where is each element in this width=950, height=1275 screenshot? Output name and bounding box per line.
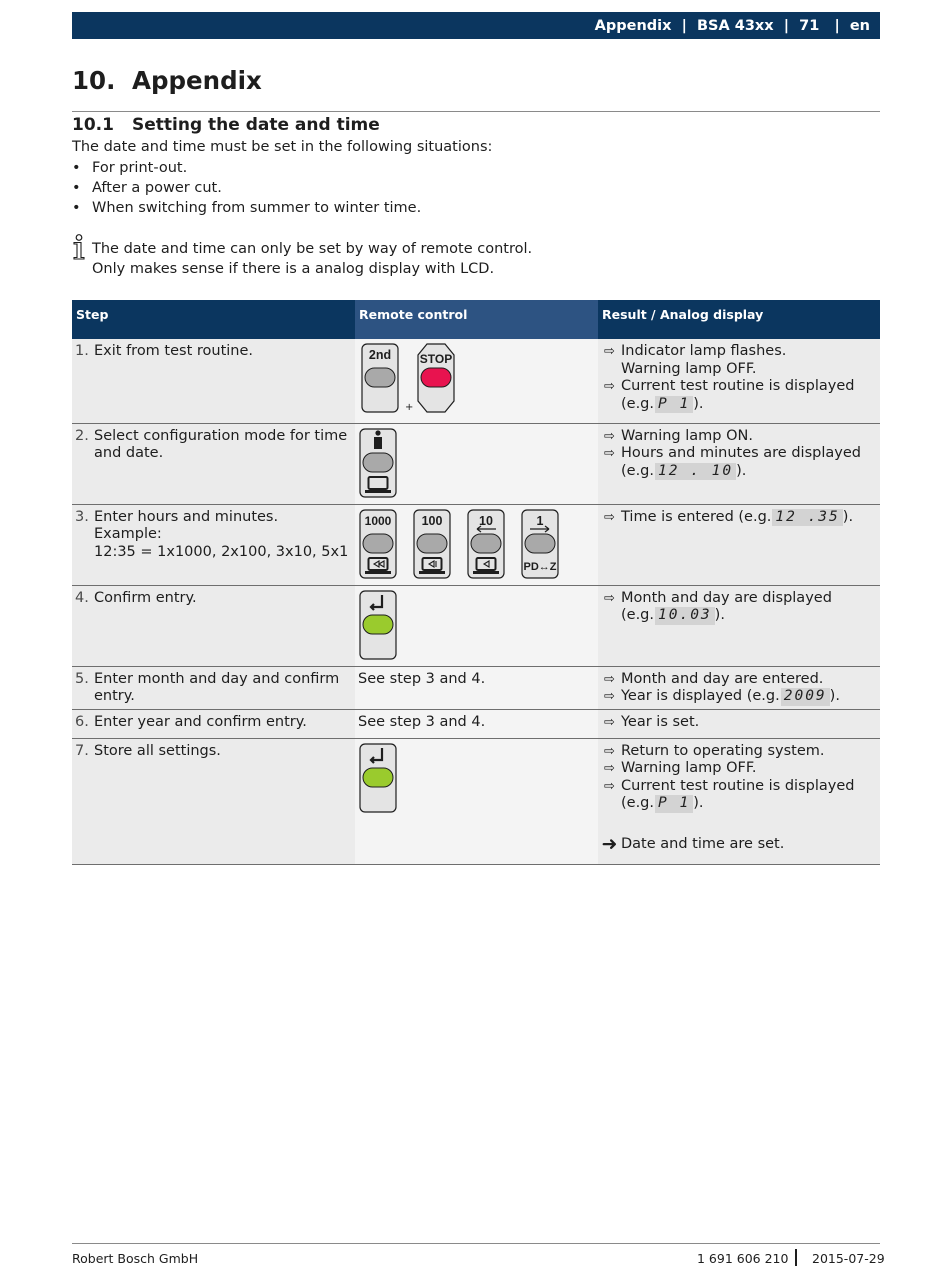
- result-text-suffix: ).: [693, 795, 704, 811]
- remote-button-key: [417, 534, 447, 553]
- result-line: [598, 607, 880, 625]
- footer-date: 2015-07-29: [812, 1251, 885, 1266]
- result-cell: [598, 709, 880, 738]
- step-cell: [72, 666, 355, 709]
- lcd-display-value: P 1: [655, 396, 693, 414]
- result-line: [598, 778, 880, 796]
- step-number: 5.: [75, 670, 89, 687]
- step-cell: [72, 585, 355, 666]
- remote-button-key: [363, 534, 393, 553]
- step-line: Example:: [94, 526, 162, 542]
- result-line: [598, 760, 880, 778]
- section-title: [72, 115, 380, 135]
- remote-button-10[interactable]: [467, 509, 505, 579]
- result-bullet-arrow-icon: ⇨: [604, 590, 615, 606]
- result-line: [598, 428, 880, 446]
- step-line: Enter year and confirm entry.: [94, 713, 307, 730]
- result-text: Year is set.: [621, 713, 700, 730]
- table-row: [72, 666, 880, 709]
- result-arrow-icon: ➜: [601, 832, 618, 855]
- remote-reference-text: See step 3 and 4.: [358, 713, 486, 730]
- remote-button-person-monitor[interactable]: [359, 428, 397, 498]
- result-cell: [598, 504, 880, 585]
- result-line: [598, 463, 880, 481]
- footer-rule: [72, 1243, 880, 1244]
- result-bullet-arrow-icon: ⇨: [604, 671, 615, 687]
- table-row: [72, 504, 880, 585]
- step-number: 7.: [75, 742, 89, 759]
- remote-reference-text: See step 3 and 4.: [358, 670, 486, 687]
- result-bullet-arrow-icon: ⇨: [604, 714, 615, 730]
- step-cell: [72, 339, 355, 423]
- remote-control-cell: [355, 666, 598, 709]
- section-title-text: Setting the date and time: [132, 115, 380, 135]
- step-number: 2.: [75, 427, 89, 444]
- result-text: [621, 607, 725, 625]
- result-text: [621, 463, 746, 481]
- result-line: [598, 445, 880, 463]
- header-step: Step: [72, 300, 355, 339]
- remote-control-cell: [355, 585, 598, 666]
- step-line: 12:35 = 1x1000, 2x100, 3x10, 5x1: [94, 543, 349, 560]
- lcd-display-value: 12 . 10: [655, 463, 736, 481]
- result-bullet-arrow-icon: [598, 361, 621, 379]
- result-cell: [598, 666, 880, 709]
- step-text: [94, 343, 253, 361]
- result-text-suffix: ).: [829, 688, 840, 704]
- note-line-2: Only makes sense if there is a analog display with LCD.: [92, 261, 495, 277]
- step-text: [94, 509, 348, 562]
- result-text-prefix: Time is entered (e.g.: [621, 508, 772, 525]
- step-line: entry.: [94, 688, 135, 704]
- footer-company: Robert Bosch GmbH: [72, 1251, 199, 1266]
- result-text-prefix: Year is displayed (e.g.: [621, 688, 780, 704]
- result-text: Warning lamp OFF.: [621, 360, 757, 377]
- remote-button-sublabel: PD↔Z: [523, 560, 557, 573]
- remote-button-key: [363, 615, 393, 634]
- remote-control-cell: [355, 504, 598, 585]
- result-text: Warning lamp ON.: [621, 427, 753, 444]
- header-remote-control: Remote control: [355, 300, 598, 339]
- result-text: Indicator lamp flashes.: [621, 343, 787, 359]
- result-line: [598, 795, 880, 813]
- step-text: [94, 743, 221, 761]
- lcd-display-value: 2009: [781, 688, 830, 706]
- remote-button-label: 2nd: [368, 348, 392, 362]
- result-text: [621, 396, 704, 414]
- step-cell: [72, 709, 355, 738]
- step-line: Enter month and day and confirm: [94, 670, 340, 687]
- result-line: [598, 361, 880, 379]
- result-line: [598, 688, 880, 706]
- result-cell: [598, 585, 880, 666]
- result-cell: [598, 339, 880, 423]
- note-line-1: The date and time can only be set by way of remote control.: [92, 241, 533, 257]
- intro-text: The date and time must be set in the following situations:: [72, 139, 493, 155]
- header-text: Appendix | BSA 43xx | 71 | en: [594, 17, 870, 34]
- lcd-display-value: P 1: [655, 795, 693, 813]
- remote-button-key: [421, 368, 451, 387]
- remote-button-label: STOP: [420, 352, 453, 366]
- result-bullet-arrow-icon: [598, 396, 621, 414]
- result-bullet-arrow-icon: ⇨: [604, 509, 615, 525]
- result-line: [598, 671, 880, 689]
- step-number: 6.: [75, 713, 89, 730]
- result-bullet-arrow-icon: [598, 607, 621, 625]
- section-number: 10.1: [72, 115, 114, 135]
- remote-button-label: 1: [536, 513, 544, 528]
- step-text: [94, 714, 307, 732]
- table-row: [72, 709, 880, 738]
- result-text-suffix: ).: [693, 395, 704, 412]
- result-line: [598, 743, 880, 761]
- result-text-prefix: (e.g.: [621, 395, 655, 412]
- remote-button-key: [363, 453, 393, 472]
- procedure-table: [72, 300, 880, 865]
- remote-control-cell: [355, 738, 598, 864]
- remote-control-cell: [355, 709, 598, 738]
- step-cell: [72, 504, 355, 585]
- result-text: [621, 795, 704, 813]
- result-text: Warning lamp OFF.: [621, 760, 757, 776]
- remote-button-key: [471, 534, 501, 553]
- table-row: [72, 339, 880, 423]
- result-bullet-arrow-icon: [598, 795, 621, 813]
- remote-button-label: 1000: [364, 513, 392, 528]
- page-header-bar: [72, 12, 880, 39]
- step-line: Store all settings.: [94, 742, 221, 759]
- remote-button-label: 100: [421, 513, 443, 528]
- step-line: and date.: [94, 445, 164, 461]
- step-text: [94, 428, 347, 463]
- step-line: Exit from test routine.: [94, 343, 254, 359]
- result-text: Hours and minutes are displayed: [621, 445, 861, 461]
- result-cell: [598, 738, 880, 864]
- remote-button-2nd[interactable]: [361, 343, 399, 413]
- bullet-item: • After a power cut.: [72, 180, 222, 196]
- result-text: Return to operating system.: [621, 742, 825, 759]
- plus-sign: +: [405, 402, 414, 413]
- result-text: Date and time are set.: [621, 835, 785, 852]
- result-text: [621, 509, 853, 527]
- result-line: [598, 396, 880, 414]
- remote-button-100[interactable]: [413, 509, 451, 579]
- result-text-prefix: (e.g.: [621, 462, 655, 479]
- result-line: [598, 509, 880, 527]
- step-cell: [72, 738, 355, 864]
- remote-button-1[interactable]: [521, 509, 559, 579]
- result-bullet-arrow-icon: ⇨: [604, 379, 615, 394]
- chapter-title: [72, 66, 262, 95]
- lcd-display-value: 12 .35: [772, 509, 842, 527]
- remote-control-cell: [355, 423, 598, 504]
- remote-button-enter[interactable]: [359, 743, 397, 813]
- bullet-item: • For print-out.: [72, 160, 188, 176]
- result-line: [598, 343, 880, 361]
- result-line: [598, 714, 880, 732]
- footer-doc-number: 1 691 606 210: [697, 1251, 789, 1266]
- remote-control-cell: [355, 339, 598, 423]
- step-number: 3.: [75, 508, 89, 525]
- table-header-row: [72, 300, 880, 339]
- result-bullet-arrow-icon: ⇨: [604, 446, 615, 461]
- remote-button-key: [525, 534, 555, 553]
- step-number: 4.: [75, 589, 89, 606]
- chapter-title-text: Appendix: [132, 66, 262, 95]
- result-text: Month and day are entered.: [621, 670, 824, 687]
- header-result: Result / Analog display: [598, 300, 880, 339]
- step-line: Select configuration mode for time: [94, 427, 348, 444]
- step-cell: [72, 423, 355, 504]
- step-text: [94, 671, 339, 706]
- result-text-suffix: ).: [714, 607, 725, 623]
- remote-button-key: [363, 768, 393, 787]
- result-bullet-arrow-icon: ⇨: [604, 344, 615, 359]
- result-cell: [598, 423, 880, 504]
- result-line: [598, 590, 880, 608]
- result-line: [598, 832, 880, 855]
- result-bullet-arrow-icon: ⇨: [604, 689, 615, 704]
- result-text-prefix: (e.g.: [621, 795, 655, 811]
- remote-button-key: [365, 368, 395, 387]
- result-text: [621, 688, 840, 706]
- result-text: Current test routine is displayed: [621, 777, 855, 794]
- result-bullet-arrow-icon: ⇨: [604, 428, 615, 444]
- step-line: Enter hours and minutes.: [94, 508, 279, 525]
- step-line: Confirm entry.: [94, 589, 197, 606]
- result-bullet-arrow-icon: ⇨: [604, 743, 615, 759]
- result-bullet-arrow-icon: [598, 463, 621, 481]
- result-text-suffix: ).: [842, 508, 854, 525]
- result-text: Current test routine is displayed: [621, 378, 855, 394]
- result-text-suffix: ).: [736, 462, 747, 479]
- result-line: [598, 378, 880, 396]
- table-row: [72, 585, 880, 666]
- info-icon: [72, 234, 86, 260]
- table-row: [72, 738, 880, 864]
- remote-button-1000[interactable]: [359, 509, 397, 579]
- remote-button-enter[interactable]: [359, 590, 397, 660]
- chapter-rule: [72, 111, 880, 112]
- bullet-item: • When switching from summer to winter time.: [72, 200, 422, 216]
- result-line: [598, 813, 880, 836]
- result-bullet-arrow-icon: ⇨: [604, 778, 615, 794]
- result-text: Month and day are displayed: [621, 589, 832, 606]
- remote-button-stop[interactable]: [417, 343, 455, 413]
- result-bullet-arrow-icon: ⇨: [604, 761, 615, 776]
- step-text: [94, 590, 197, 608]
- lcd-display-value: 10.03: [655, 607, 715, 625]
- table-row: [72, 423, 880, 504]
- step-number: 1.: [75, 343, 89, 359]
- footer-separator: [795, 1249, 797, 1266]
- chapter-number: 10.: [72, 66, 116, 95]
- result-text-prefix: (e.g.: [621, 607, 655, 623]
- remote-button-label: 10: [479, 513, 493, 528]
